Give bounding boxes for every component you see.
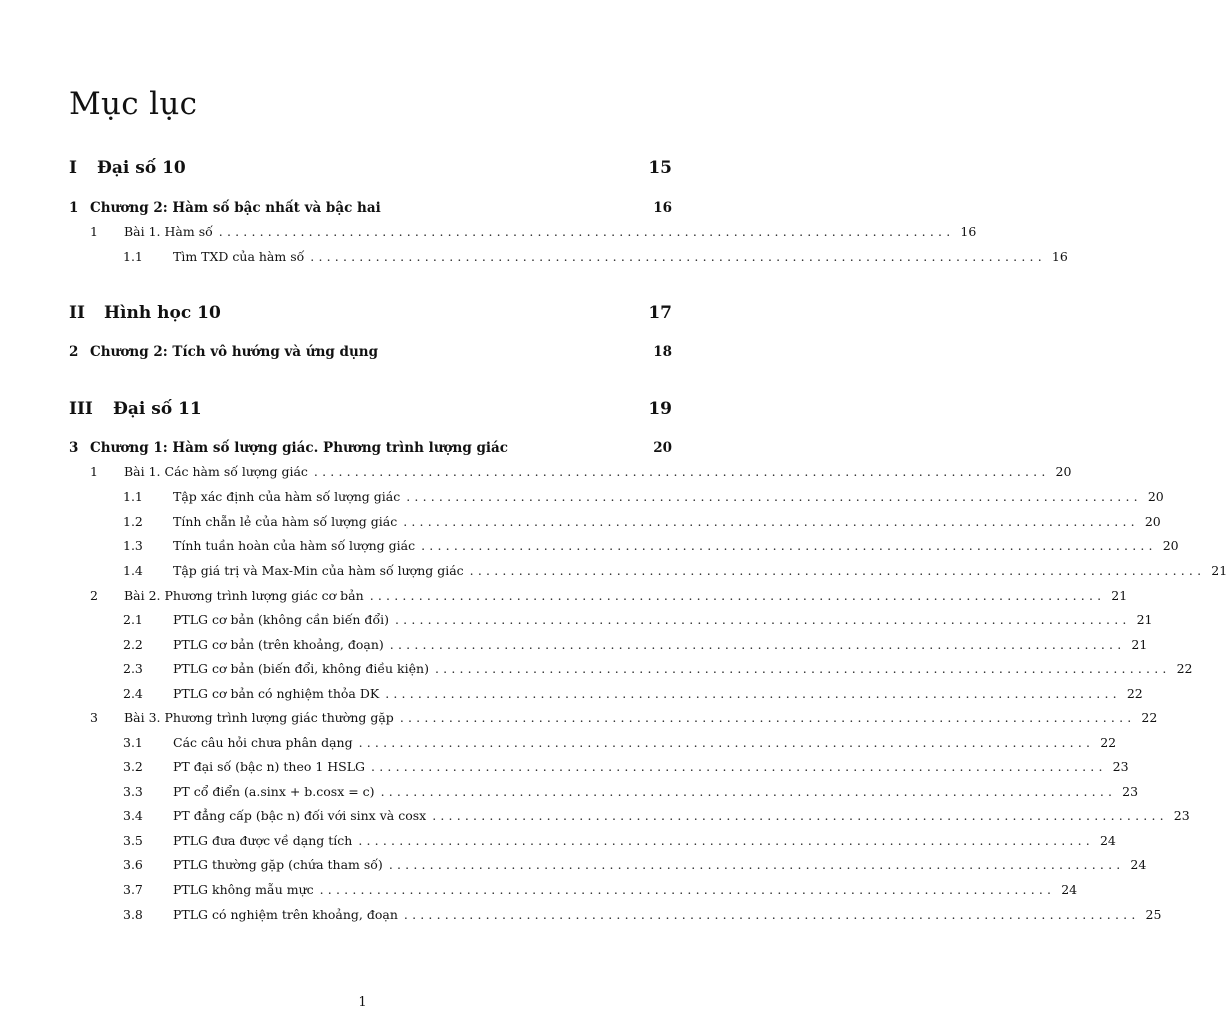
toc-entry-page: 21	[1111, 588, 1128, 603]
toc-entry-title: Tính tuần hoàn của hàm số lượng giác	[173, 538, 416, 553]
toc-entry-title: PTLG đưa được về dạng tích	[173, 833, 353, 848]
toc-entry-title: Hình học 10	[104, 303, 221, 323]
toc-entry-page: 16	[960, 224, 977, 239]
toc-entry-number: III	[69, 399, 93, 419]
toc-entry-page: 24	[1061, 882, 1078, 897]
dot-leader: ..........................................................................................	[380, 784, 1117, 799]
toc-entry-page: 20	[653, 440, 672, 456]
dot-leader: ..........................................................................................	[432, 808, 1168, 823]
toc-entry-page: 15	[648, 158, 672, 178]
toc-entry-number: 3	[69, 440, 79, 456]
toc-entry-title: Tập xác định của hàm số lượng giác	[173, 489, 401, 504]
dot-leader: ..........................................................................................	[358, 735, 1095, 750]
toc-entry-subsection[interactable]	[69, 735, 1117, 750]
toc-entry-number: 1.3	[123, 538, 143, 553]
toc-entry-title: Đại số 10	[97, 158, 186, 178]
toc-entry-title: PTLG không mẫu mực	[173, 882, 314, 897]
toc-entry-title: Chương 2: Hàm số bậc nhất và bậc hai	[90, 200, 381, 216]
toc-entry-number: 2.1	[123, 612, 143, 627]
toc-entry-page: 20	[1055, 464, 1072, 479]
toc-entry-section[interactable]	[69, 710, 1158, 725]
toc-entry-number: 1	[90, 224, 98, 239]
toc-entry-title: PT đại số (bậc n) theo 1 HSLG	[173, 759, 366, 774]
dot-leader: ..........................................................................................	[406, 489, 1142, 504]
toc-entry-chapter[interactable]	[69, 200, 672, 216]
toc-entry-section[interactable]	[69, 588, 1128, 603]
toc-entry-subsection[interactable]	[69, 489, 1164, 504]
dot-leader: ..........................................................................................	[421, 538, 1157, 553]
toc-entry-number: 3.6	[123, 857, 143, 872]
dot-leader: ..........................................................................................	[469, 563, 1206, 578]
toc-entry-title: PT đẳng cấp (bậc n) đối với sinx và cosx	[173, 808, 427, 823]
toc-entry-subsection[interactable]	[69, 808, 1190, 823]
toc-title: Mục lục	[69, 86, 198, 122]
toc-entry-page: 17	[648, 303, 672, 323]
toc-entry-title: Bài 2. Phương trình lượng giác cơ bản	[124, 588, 364, 603]
toc-entry-number: 1	[90, 464, 98, 479]
dot-leader: ..........................................................................................	[369, 588, 1106, 603]
toc-entry-title: Các câu hỏi chưa phân dạng	[173, 735, 353, 750]
toc-entry-subsection[interactable]	[69, 612, 1153, 627]
toc-entry-page: 21	[1211, 563, 1227, 578]
toc-entry-page: 21	[1136, 612, 1153, 627]
toc-entry-number: 3.7	[123, 882, 143, 897]
dot-leader: ..........................................................................................	[434, 661, 1171, 676]
toc-entry-title: Đại số 11	[113, 399, 202, 419]
dot-leader: ..........................................................................................	[385, 686, 1121, 701]
dot-leader: ..........................................................................................	[399, 710, 1136, 725]
toc-entry-number: 3.5	[123, 833, 143, 848]
toc-entry-number: 2	[69, 344, 79, 360]
toc-entry-title: PTLG cơ bản (không cần biến đổi)	[173, 612, 389, 627]
toc-entry-page: 16	[1051, 249, 1068, 264]
dot-leader: ..........................................................................................	[403, 514, 1139, 529]
toc-entry-subsection[interactable]	[69, 563, 1227, 578]
toc-entry-title: Chương 2: Tích vô hướng và ứng dụng	[90, 344, 379, 360]
dot-leader: ..........................................................................................	[394, 612, 1131, 627]
toc-entry-page: 23	[1173, 808, 1190, 823]
dot-leader: ..........................................................................................	[358, 833, 1094, 848]
toc-entry-subsection[interactable]	[69, 249, 1068, 264]
toc-entry-title: Tính chẵn lẻ của hàm số lượng giác	[173, 514, 398, 529]
toc-entry-number: 2	[90, 588, 98, 603]
toc-entry-page: 22	[1141, 710, 1158, 725]
toc-entry-page: 24	[1099, 833, 1116, 848]
page-number: 1	[358, 995, 367, 1010]
toc-entry-number: 1.1	[123, 489, 143, 504]
toc-entry-number: 3.8	[123, 907, 143, 922]
dot-leader: ..........................................................................................	[388, 857, 1125, 872]
toc-entry-subsection[interactable]	[69, 882, 1078, 897]
toc-entry-number: 1.2	[123, 514, 143, 529]
dot-leader: ..........................................................................................	[319, 882, 1056, 897]
toc-entry-subsection[interactable]	[69, 538, 1179, 553]
toc-entry-number: 1.4	[123, 563, 143, 578]
toc-entry-title: Bài 1. Hàm số	[124, 224, 213, 239]
toc-entry-page: 16	[653, 200, 672, 216]
toc-entry-title: PT cổ điển (a.sinx + b.cosx = c)	[173, 784, 375, 799]
toc-entry-subsection[interactable]	[69, 833, 1116, 848]
toc-entry-number: 3.1	[123, 735, 143, 750]
toc-entry-chapter[interactable]	[69, 440, 672, 456]
dot-leader: ..........................................................................................	[310, 249, 1046, 264]
toc-entry-page: 22	[1176, 661, 1193, 676]
toc-entry-page: 22	[1100, 735, 1117, 750]
toc-entry-title: PTLG cơ bản (biến đổi, không điều kiện)	[173, 661, 429, 676]
dot-leader: ..........................................................................................	[389, 637, 1126, 652]
toc-entry-number: 2.4	[123, 686, 143, 701]
toc-entry-page: 25	[1145, 907, 1162, 922]
toc-entry-subsection[interactable]	[69, 661, 1193, 676]
dot-leader: ..........................................................................................	[313, 464, 1050, 479]
toc-entry-title: Bài 3. Phương trình lượng giác thường gặp	[124, 710, 394, 725]
toc-entry-section[interactable]	[69, 224, 977, 239]
toc-entry-page: 23	[1112, 759, 1129, 774]
toc-entry-page: 20	[1147, 489, 1164, 504]
toc-entry-page: 22	[1126, 686, 1143, 701]
toc-entry-chapter[interactable]	[69, 344, 672, 360]
toc-entry-title: PTLG cơ bản có nghiệm thỏa DK	[173, 686, 380, 701]
toc-entry-title: PTLG thường gặp (chứa tham số)	[173, 857, 383, 872]
toc-entry-page: 20	[1144, 514, 1161, 529]
toc-entry-part[interactable]	[69, 399, 672, 419]
dot-leader: ..........................................................................................	[218, 224, 955, 239]
toc-entry-subsection[interactable]	[69, 759, 1129, 774]
toc-entry-title: PTLG có nghiệm trên khoảng, đoạn	[173, 907, 398, 922]
toc-entry-number: 3.3	[123, 784, 143, 799]
toc-entry-part[interactable]	[69, 303, 672, 323]
toc-entry-page: 24	[1130, 857, 1147, 872]
toc-entry-number: 1	[69, 200, 79, 216]
toc-entry-page: 20	[1162, 538, 1179, 553]
toc-entry-subsection[interactable]	[69, 907, 1162, 922]
toc-entry-number: 1.1	[123, 249, 143, 264]
toc-entry-number: 2.2	[123, 637, 143, 652]
toc-entry-number: 3	[90, 710, 98, 725]
toc-entry-number: II	[69, 303, 85, 323]
toc-entry-subsection[interactable]	[69, 686, 1143, 701]
dot-leader: ..........................................................................................	[371, 759, 1107, 774]
toc-entry-number: 3.2	[123, 759, 143, 774]
toc-entry-title: Tìm TXD của hàm số	[173, 249, 305, 264]
toc-entry-subsection[interactable]	[69, 637, 1148, 652]
toc-entry-title: Bài 1. Các hàm số lượng giác	[124, 464, 308, 479]
toc-entry-subsection[interactable]	[69, 514, 1161, 529]
toc-entry-page: 18	[653, 344, 672, 360]
toc-entry-title: Chương 1: Hàm số lượng giác. Phương trình lượng giác	[90, 440, 509, 456]
toc-entry-title: PTLG cơ bản (trên khoảng, đoạn)	[173, 637, 384, 652]
toc-entry-title: Tập giá trị và Max-Min của hàm số lượng giác	[173, 563, 464, 578]
toc-entry-page: 21	[1131, 637, 1148, 652]
toc-entry-subsection[interactable]	[69, 857, 1147, 872]
toc-entry-page: 23	[1122, 784, 1139, 799]
toc-entry-number: 2.3	[123, 661, 143, 676]
toc-entry-number: I	[69, 158, 77, 178]
dot-leader: ..........................................................................................	[403, 907, 1140, 922]
toc-entry-number: 3.4	[123, 808, 143, 823]
toc-entry-page: 19	[648, 399, 672, 419]
toc-entry-subsection[interactable]	[69, 784, 1139, 799]
toc-entry-part[interactable]	[69, 158, 672, 178]
toc-entry-section[interactable]	[69, 464, 1072, 479]
